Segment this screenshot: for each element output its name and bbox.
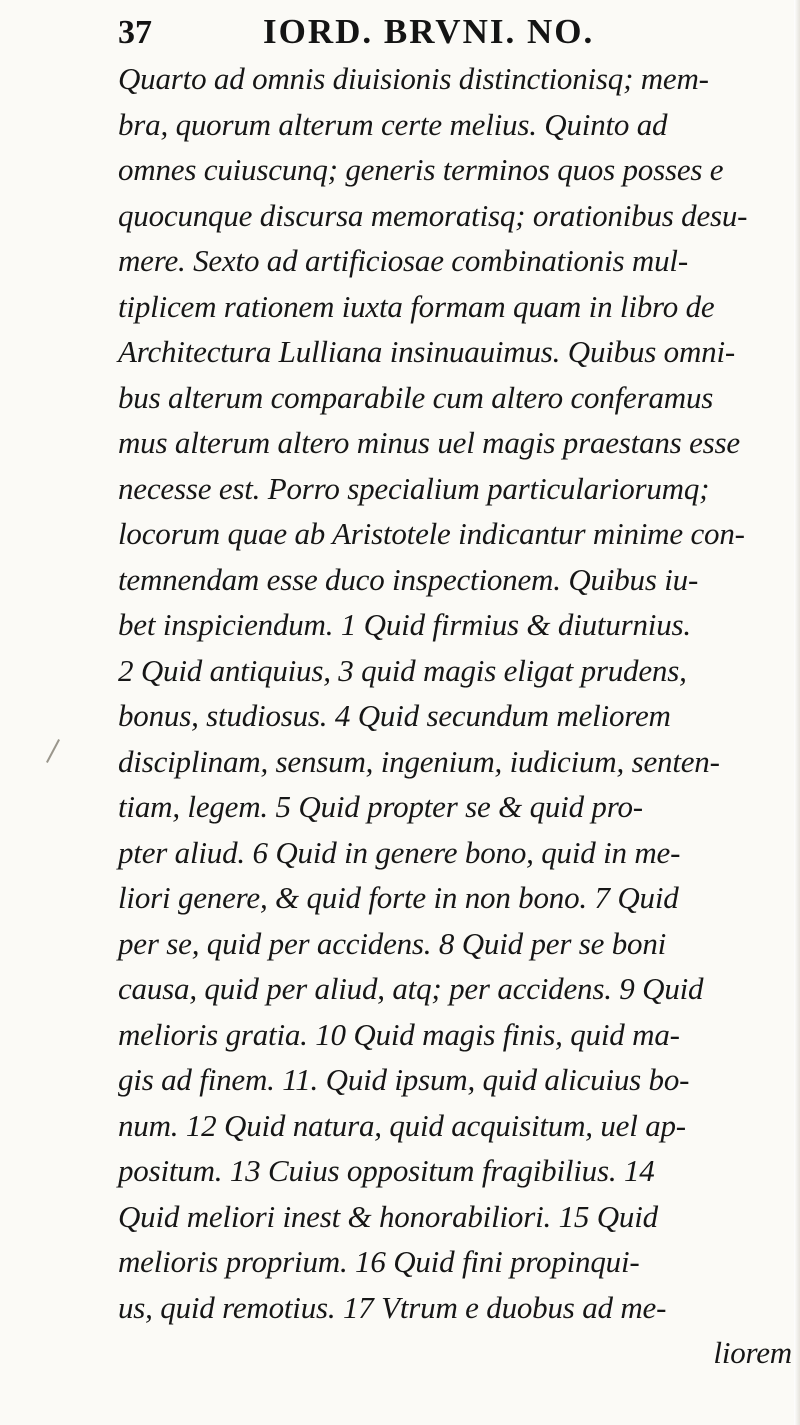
running-title: IORD. BRVNI. NO.	[263, 12, 595, 51]
page-number: 37	[118, 14, 152, 51]
text-line: Architectura Lulliana insinuauimus. Quibus omni-	[118, 334, 735, 369]
text-line: positum. 13 Cuius oppositum fragibilius. 14	[118, 1153, 655, 1188]
text-line: mere. Sexto ad artificiosae combinationis mul-	[118, 243, 688, 278]
text-line: Quid meliori inest & honorabiliori. 15 Quid	[118, 1198, 658, 1234]
text-line: bus alterum comparabile cum altero conferamus	[118, 379, 714, 415]
text-line: disciplinam, sensum, ingenium, iudicium, senten-	[118, 743, 720, 779]
text-line: 2 Quid antiquius, 3 quid magis eligat prudens,	[118, 652, 687, 688]
text-line: necesse est. Porro specialium particulariorumq;	[118, 470, 710, 506]
text-line: melioris gratia. 10 Quid magis finis, quid ma-	[118, 1016, 680, 1052]
text-line: mus alterum altero minus uel magis praestans esse	[118, 425, 740, 460]
text-line: pter aliud. 6 Quid in genere bono, quid in me-	[118, 834, 681, 870]
text-line: per se, quid per accidens. 8 Quid per se boni	[118, 925, 667, 961]
text-line: gis ad finem. 11. Quid ipsum, quid alicuius bo-	[118, 1062, 690, 1097]
text-line: tiam, legem. 5 Quid propter se & quid pro-	[118, 789, 643, 824]
text-line: bra, quorum alterum certe melius. Quinto ad	[118, 106, 668, 142]
catchword: liorem	[713, 1335, 792, 1370]
text-line: melioris proprium. 16 Quid fini propinqui-	[118, 1244, 640, 1279]
text-line: num. 12 Quid natura, quid acquisitum, uel ap-	[118, 1107, 686, 1143]
text-line: Quarto ad omnis diuisionis distinctionisq; mem-	[118, 61, 709, 96]
text-line: quocunque discursa memoratisq; orationibus desu-	[118, 197, 748, 233]
text-line: tiplicem rationem iuxta formam quam in libro de	[118, 288, 715, 324]
running-head	[118, 12, 798, 56]
text-line: temnendam esse duco inspectionem. Quibus iu-	[118, 561, 699, 597]
text-line: us, quid remotius. 17 Vtrum e duobus ad me-	[118, 1289, 667, 1325]
body-text	[118, 56, 792, 1376]
text-line: bet inspiciendum. 1 Quid firmius & diuturnius.	[118, 607, 691, 642]
text-line: causa, quid per aliud, atq; per accidens. 9 Quid	[118, 971, 704, 1006]
text-line: locorum quae ab Aristotele indicantur minime con-	[118, 516, 745, 551]
margin-mark	[46, 739, 60, 763]
text-line: bonus, studiosus. 4 Quid secundum meliorem	[118, 698, 671, 733]
text-line: liori genere, & quid forte in non bono. 7 Quid	[118, 880, 679, 915]
text-line: omnes cuiuscunq; generis terminos quos posses e	[118, 152, 724, 187]
page-edge-shadow	[794, 0, 800, 1425]
